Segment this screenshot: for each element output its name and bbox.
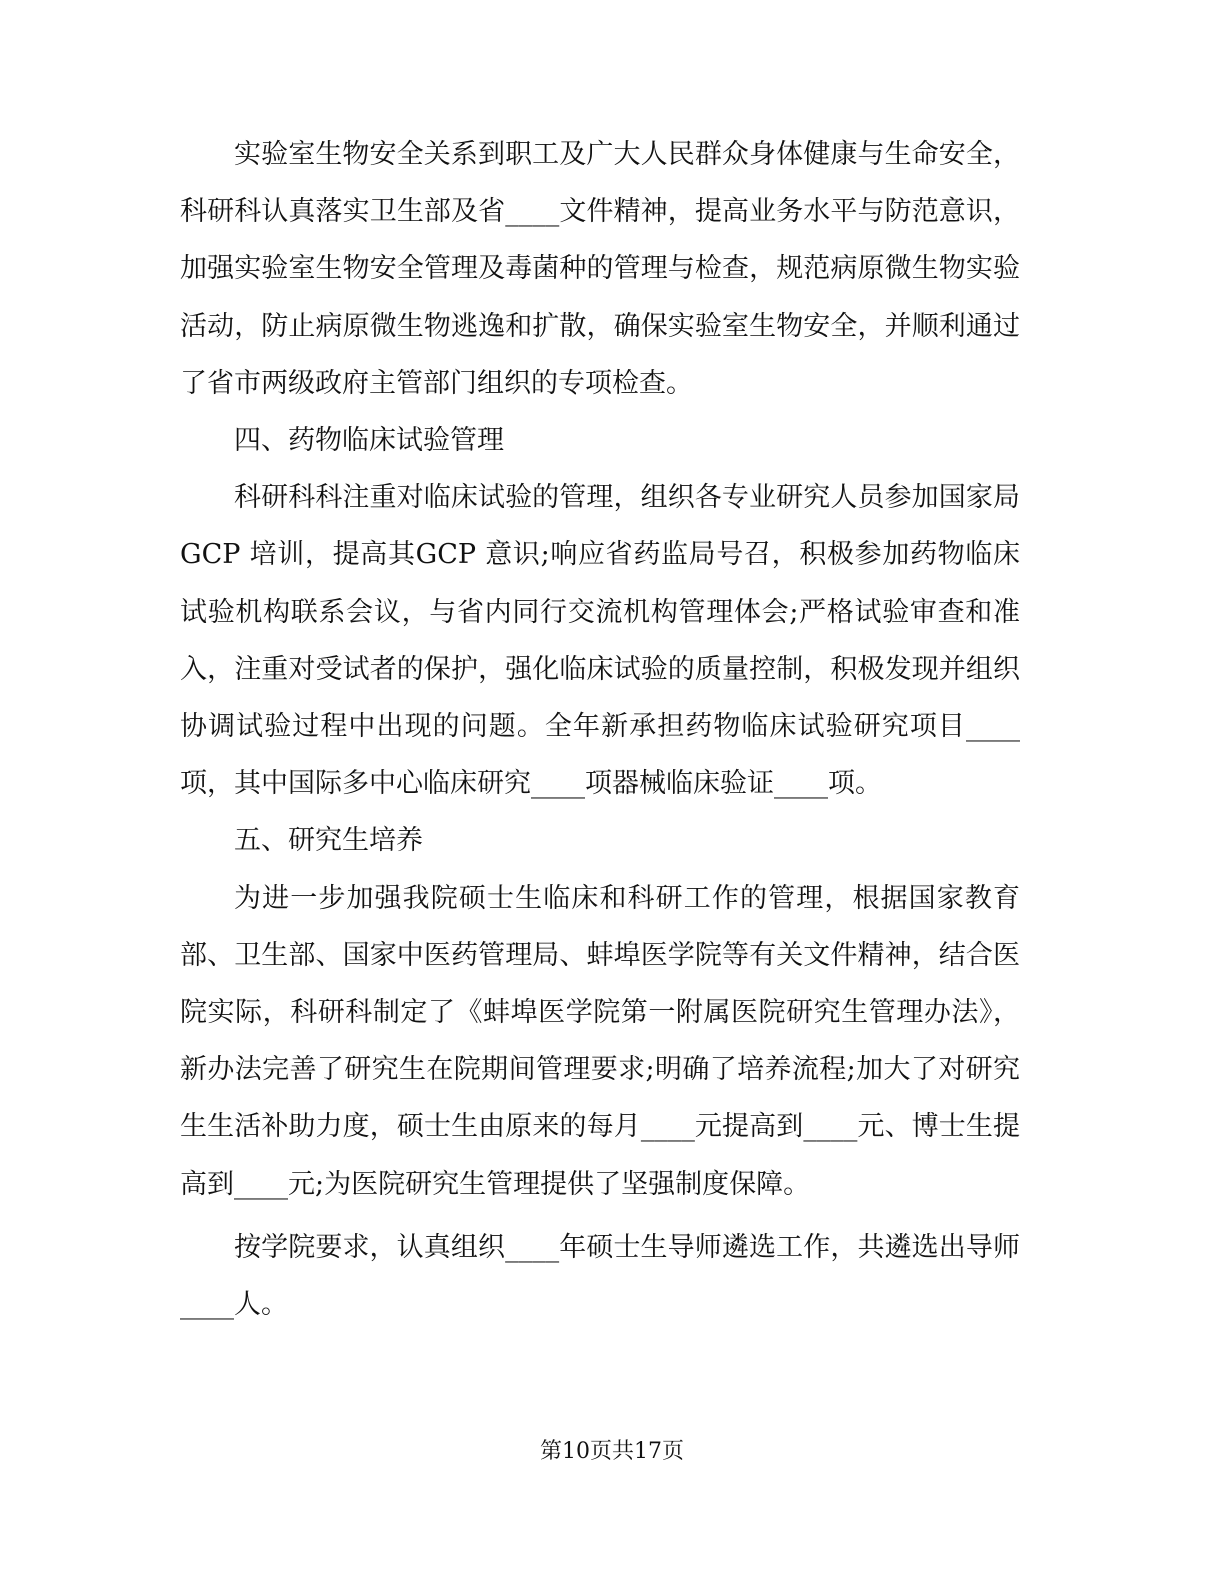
page-number-footer: 第10页共17页 <box>540 1439 684 1464</box>
section-heading-graduate-training: 五、研究生培养 <box>234 825 423 857</box>
paragraph-graduate-training: 为进一步加强我院硕士生临床和科研工作的管理，根据国家教育部、卫生部、国家中医药管理局、蚌埠医学院等有关文件精神，结合医院实际，科研科制定了《蚌埠医学院第一附属医院研究生管理办法》，新办法完善了研究生在院期间管理要求;明确了培养流程;加大了对研究生生活补助力度，硕士生由原来的每月____元提高到____元、博士生提高到____元;为医院研究生管理提供了坚强制度保障。 <box>180 882 1020 1200</box>
paragraph-drug-trials: 科研科科注重对临床试验的管理，组织各专业研究人员参加国家局GCP 培训，提高其GCP 意识;响应省药监局号召，积极参加药物临床试验机构联系会议，与省内同行交流机构管理体会;严格试验审查和准入，注重对受试者的保护，强化临床试验的质量控制，积极发现并组织协调试验过程中出现的问题。全年新承担药物临床试验研究项目____项，其中国际多中心临床研究____项器械临床验证____项。 <box>180 482 1020 800</box>
paragraph-supervisor-selection: 按学院要求，认真组织____年硕士生导师遴选工作，共遴选出导师____人。 <box>180 1231 1020 1321</box>
document-body <box>180 126 1020 1333</box>
section-heading-drug-trials: 四、药物临床试验管理 <box>234 425 504 457</box>
paragraph-biosafety: 实验室生物安全关系到职工及广大人民群众身体健康与生命安全，科研科认真落实卫生部及省____文件精神，提高业务水平与防范意识，加强实验室生物安全管理及毒菌种的管理与检查，规范病原微生物实验活动，防止病原微生物逃逸和扩散，确保实验室生物安全，并顺利通过了省市两级政府主管部门组织的专项检查。 <box>180 139 1020 399</box>
